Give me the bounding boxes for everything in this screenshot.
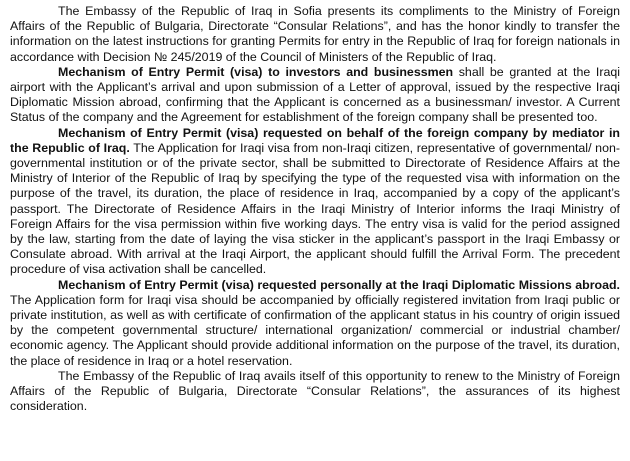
paragraph-text: The Embassy of the Republic of Iraq in Sofia presents its compliments to the Ministry of Foreign Affairs of the Republic of Bulgaria, Directorate “Consular Relations”, and has the honor kindly to transfer the information on the latest instructions for granting Permits for entry in the Republic of Iraq for foreign nationals in accordance with Decision № 245/2019 of the Council of Ministers of the Republic of Iraq. — [10, 4, 620, 64]
paragraph-introduction — [10, 4, 620, 65]
paragraph-closing — [10, 369, 620, 415]
paragraph-text: The Application for Iraqi visa from non-Iraqi citizen, representative of governmental/ non-governmental institution or of the private sector, shall be submitted to Directorate of Residence Affairs at the Ministry of Interior of the Republic of Iraq by specifying the type of the requested visa with information on the purpose of the travel, its duration, the place of residence in Iraq, accompanied by a copy of the applicant’s passport. The Directorate of Residence Affairs in the Iraqi Ministry of Interior informs the Iraqi Ministry of Foreign Affairs for the visa permission within five working days. The entry visa is valid for the period assigned by the law, starting from the date of laying the visa sticker in the applicant’s passport in the Iraqi Embassy or Consulate abroad. With arrival at the Iraqi Airport, the applicant should fulfill the Arrival Form. The precedent procedure of visa activation shall be cancelled. — [10, 140, 620, 277]
paragraph-mediator-mechanism — [10, 126, 620, 278]
paragraph-lead: Mechanism of Entry Permit (visa) to investors and businessmen — [58, 64, 454, 79]
paragraph-lead: Mechanism of Entry Permit (visa) requested on behalf of the foreign company by mediator in the Republic of Iraq. — [10, 125, 620, 155]
paragraph-lead: Mechanism of Entry Permit (visa) requested personally at the Iraqi Diplomatic Missions abroad. — [58, 277, 620, 292]
paragraph-text: The Embassy of the Republic of Iraq avails itself of this opportunity to renew to the Ministry of Foreign Affairs of the Republic of Bulgaria, Directorate “Consular Relations”, the assurances of its highest consideration. — [10, 368, 620, 414]
paragraph-text: shall be granted at the Iraqi airport with the Applicant’s arrival and upon submission of a Letter of approval, issued by the respective Iraqi Diplomatic Mission abroad, confirming that the Applicant is concerned as a businessman/ investor. A Current Status of the company and the Agreement for establishment of the foreign company shall be presented too. — [10, 64, 620, 125]
paragraph-investors-mechanism — [10, 65, 620, 126]
paragraph-text: The Application form for Iraqi visa should be accompanied by officially registered invitation from Iraqi public or private institution, as well as with certificate of confirmation of the applicant status in his country of origin issued by the competent governmental structure/ international organization/ commercial or industrial chamber/ economic agency. The Applicant should provide additional information on the purpose of the travel, its duration, the place of residence in Iraq or a hotel reservation. — [10, 292, 620, 368]
paragraph-missions-mechanism — [10, 278, 620, 369]
